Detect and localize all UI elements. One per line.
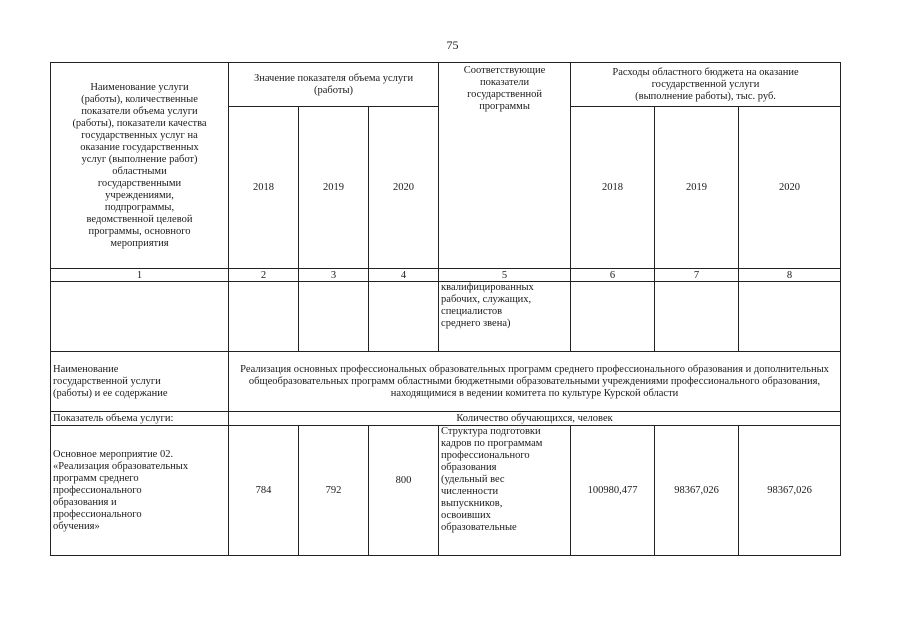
- col-number: 5: [439, 269, 571, 282]
- col-number: 6: [571, 269, 655, 282]
- service-label: Наименование государственной услуги (работы) и ее содержание: [51, 352, 229, 412]
- measure-row: [51, 426, 841, 556]
- header-program-indicators: Соответствующие показатели государственной программы: [439, 63, 571, 269]
- col-number: 2: [229, 269, 299, 282]
- indicator-row: [51, 412, 841, 426]
- header-budget-year-2020: 2020: [739, 107, 841, 269]
- table-cell: [369, 282, 439, 352]
- header-row-1: [51, 63, 841, 107]
- measure-program-indicator: Структура подготовки кадров по программам профессионального образования (удельный вес численности выпускников, освоивших образовательные: [439, 426, 571, 556]
- continuation-indicator-text: квалифицированных рабочих, служащих, специалистов среднего звена): [439, 282, 571, 352]
- table-cell: [739, 282, 841, 352]
- indicator-value: Количество обучающихся, человек: [229, 412, 841, 426]
- col-number: 4: [369, 269, 439, 282]
- header-budget-year-2018: 2018: [571, 107, 655, 269]
- page-number: 75: [446, 38, 459, 52]
- table-cell: [51, 282, 229, 352]
- measure-volume-2018: 784: [229, 426, 299, 556]
- table-cell: [655, 282, 739, 352]
- service-row: [51, 352, 841, 412]
- measure-volume-2019: 792: [299, 426, 369, 556]
- header-budget-year-2019: 2019: [655, 107, 739, 269]
- header-year-2018: 2018: [229, 107, 299, 269]
- table-cell: [229, 282, 299, 352]
- header-year-2020: 2020: [369, 107, 439, 269]
- col-number: 3: [299, 269, 369, 282]
- col-number: 7: [655, 269, 739, 282]
- col-number: 8: [739, 269, 841, 282]
- continuation-row: [51, 282, 841, 352]
- measure-expense-2018: 100980,477: [571, 426, 655, 556]
- table-cell: [571, 282, 655, 352]
- budget-table: [50, 62, 841, 556]
- service-content: Реализация основных профессиональных образовательных программ среднего профессионального образования и дополнительных общеобразовательных программ областными бюджетными образовательными учреждениями профессионального образования, находящимися в ведении комитета по культуре Курской области: [229, 352, 841, 412]
- header-budget-group: Расходы областного бюджета на оказание государственной услуги (выполнение работы), тыс. руб.: [571, 63, 841, 107]
- measure-volume-2020: 800: [369, 426, 439, 556]
- table-cell: [299, 282, 369, 352]
- header-volume-group: Значение показателя объема услуги (работы): [229, 63, 439, 107]
- header-service-name: Наименование услуги (работы), количественные показатели объема услуги (работы), показатели качества государственных услуг на оказание государственных услуг (выполнение работ) областными государственными учреждениями, подпрограммы, ведомственной целевой программы, основного мероприятия: [51, 63, 229, 269]
- measure-expense-2019: 98367,026: [655, 426, 739, 556]
- measure-expense-2020: 98367,026: [739, 426, 841, 556]
- measure-name: Основное мероприятие 02. «Реализация образовательных программ среднего профессионального образования и профессионального обучения»: [51, 426, 229, 556]
- column-numbers-row: [51, 269, 841, 282]
- header-year-2019: 2019: [299, 107, 369, 269]
- col-number: 1: [51, 269, 229, 282]
- indicator-label: Показатель объема услуги:: [51, 412, 229, 426]
